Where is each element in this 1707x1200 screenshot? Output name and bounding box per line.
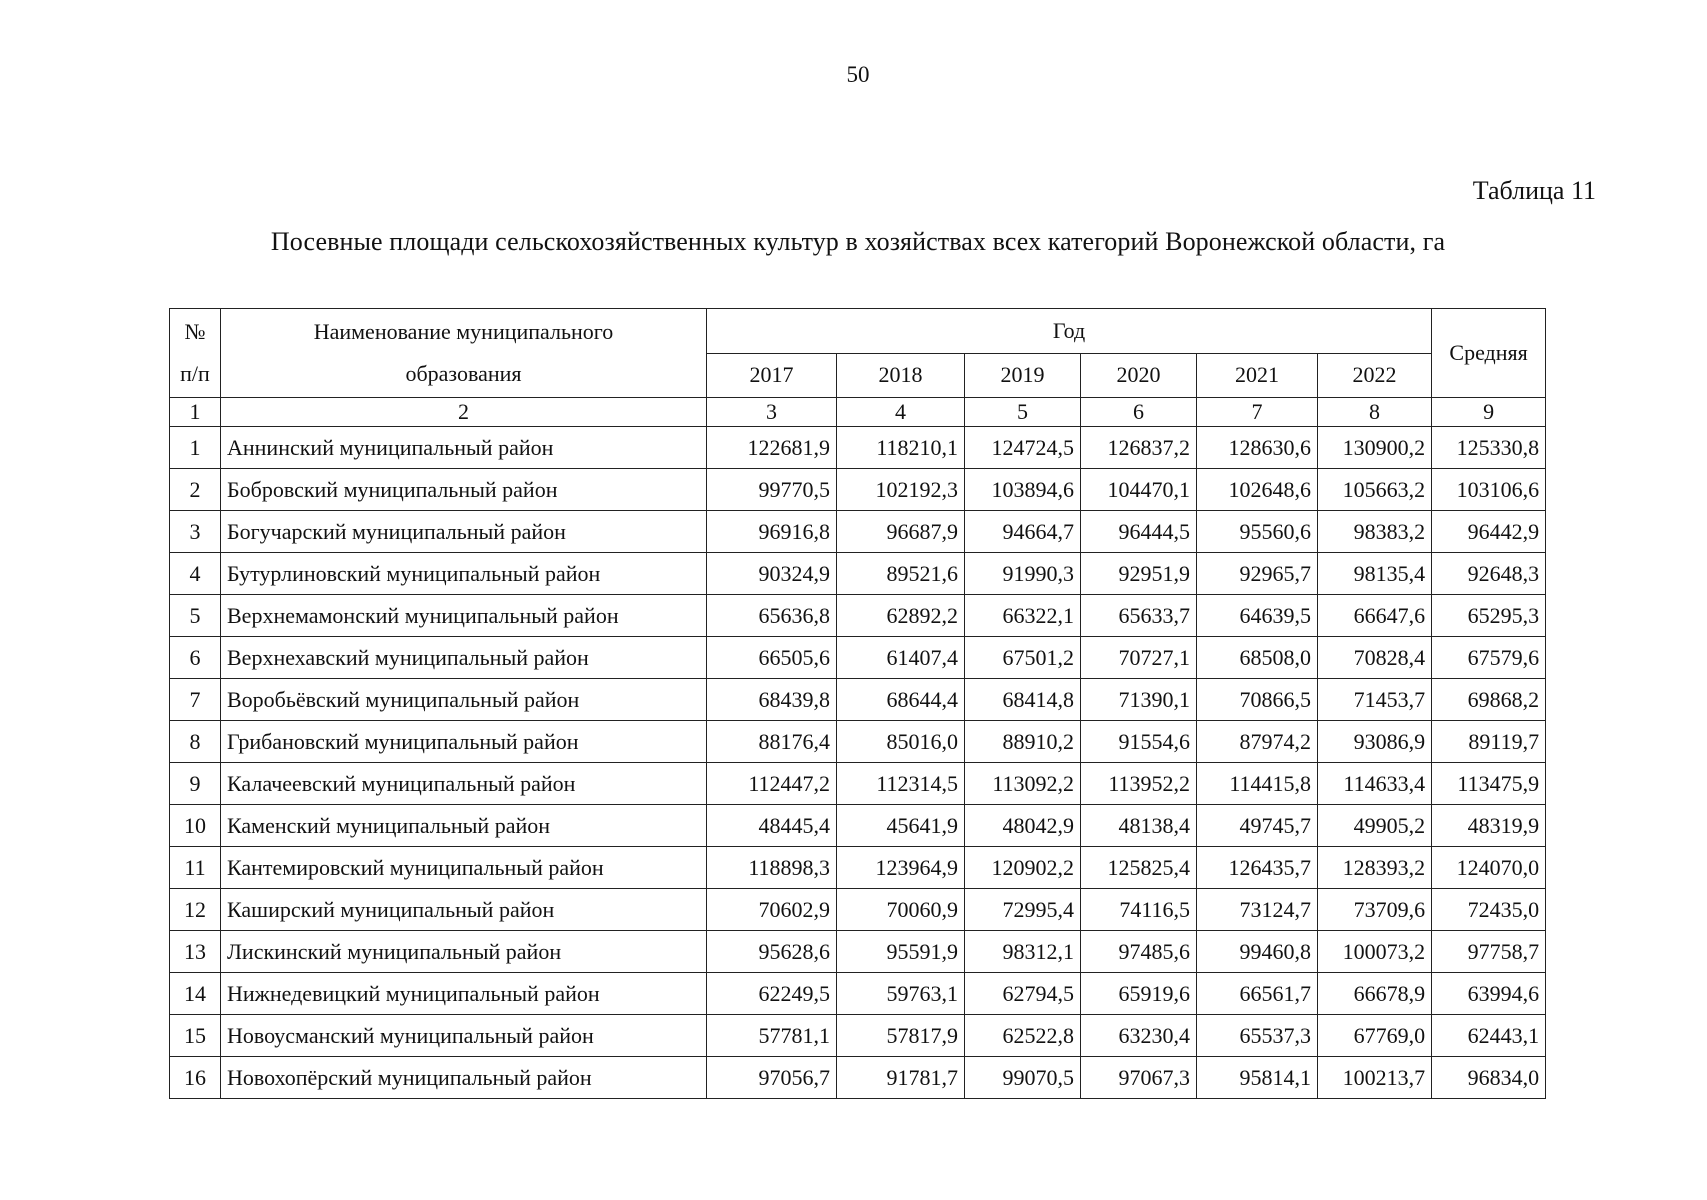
area-value: 88910,2 <box>965 721 1081 763</box>
area-value: 93086,9 <box>1318 721 1432 763</box>
header-year-2019: 2019 <box>965 353 1081 398</box>
row-number: 2 <box>170 469 221 511</box>
column-number: 4 <box>837 398 965 427</box>
area-value: 99460,8 <box>1197 931 1318 973</box>
area-value: 49905,2 <box>1318 805 1432 847</box>
area-value: 96687,9 <box>837 511 965 553</box>
header-year-2022: 2022 <box>1318 353 1432 398</box>
average-value: 62443,1 <box>1432 1015 1546 1057</box>
area-value: 66322,1 <box>965 595 1081 637</box>
row-number: 6 <box>170 637 221 679</box>
table-row <box>170 1015 1546 1057</box>
area-value: 88176,4 <box>707 721 837 763</box>
area-value: 97056,7 <box>707 1057 837 1099</box>
municipality-name: Лискинский муниципальный район <box>221 931 707 973</box>
area-value: 118898,3 <box>707 847 837 889</box>
table-row <box>170 847 1546 889</box>
area-value: 45641,9 <box>837 805 965 847</box>
table-label: Таблица 11 <box>1472 176 1596 205</box>
municipality-name: Калачеевский муниципальный район <box>221 763 707 805</box>
area-value: 114415,8 <box>1197 763 1318 805</box>
average-value: 69868,2 <box>1432 679 1546 721</box>
area-value: 64639,5 <box>1197 595 1318 637</box>
area-value: 97485,6 <box>1081 931 1197 973</box>
municipality-name: Каменский муниципальный район <box>221 805 707 847</box>
table-row <box>170 805 1546 847</box>
municipality-name: Бобровский муниципальный район <box>221 469 707 511</box>
municipality-name: Аннинский муниципальный район <box>221 427 707 469</box>
area-value: 98383,2 <box>1318 511 1432 553</box>
area-value: 128393,2 <box>1318 847 1432 889</box>
row-number: 1 <box>170 427 221 469</box>
area-value: 99070,5 <box>965 1057 1081 1099</box>
area-value: 112447,2 <box>707 763 837 805</box>
row-number: 15 <box>170 1015 221 1057</box>
area-value: 103894,6 <box>965 469 1081 511</box>
area-value: 100073,2 <box>1318 931 1432 973</box>
area-value: 70828,4 <box>1318 637 1432 679</box>
header-number-line2: п/п <box>180 361 210 386</box>
area-value: 68644,4 <box>837 679 965 721</box>
document-title: Посевные площади сельскохозяйственных культур в хозяйствах всех категорий Воронежской области, га <box>270 227 1446 256</box>
area-value: 48138,4 <box>1081 805 1197 847</box>
area-value: 67769,0 <box>1318 1015 1432 1057</box>
column-number: 6 <box>1081 398 1197 427</box>
row-number: 8 <box>170 721 221 763</box>
area-value: 65633,7 <box>1081 595 1197 637</box>
area-value: 89521,6 <box>837 553 965 595</box>
header-year-2020: 2020 <box>1081 353 1197 398</box>
table-row <box>170 721 1546 763</box>
average-value: 65295,3 <box>1432 595 1546 637</box>
area-value: 95628,6 <box>707 931 837 973</box>
sown-area-table <box>169 308 1546 1099</box>
row-number: 16 <box>170 1057 221 1099</box>
municipality-name: Кантемировский муниципальный район <box>221 847 707 889</box>
average-value: 97758,7 <box>1432 931 1546 973</box>
header-municipality-line2: образования <box>405 361 522 386</box>
header-number-line1: № <box>184 319 206 344</box>
average-value: 72435,0 <box>1432 889 1546 931</box>
row-number: 7 <box>170 679 221 721</box>
area-value: 92965,7 <box>1197 553 1318 595</box>
area-value: 70727,1 <box>1081 637 1197 679</box>
area-value: 62892,2 <box>837 595 965 637</box>
row-number: 13 <box>170 931 221 973</box>
area-value: 102192,3 <box>837 469 965 511</box>
municipality-name: Верхнехавский муниципальный район <box>221 637 707 679</box>
column-number: 2 <box>221 398 707 427</box>
area-value: 95591,9 <box>837 931 965 973</box>
area-value: 68439,8 <box>707 679 837 721</box>
area-value: 65636,8 <box>707 595 837 637</box>
area-value: 73124,7 <box>1197 889 1318 931</box>
row-number: 10 <box>170 805 221 847</box>
column-number: 9 <box>1432 398 1546 427</box>
area-value: 74116,5 <box>1081 889 1197 931</box>
municipality-name: Бутурлиновский муниципальный район <box>221 553 707 595</box>
area-value: 71453,7 <box>1318 679 1432 721</box>
area-value: 48042,9 <box>965 805 1081 847</box>
area-value: 57781,1 <box>707 1015 837 1057</box>
area-value: 105663,2 <box>1318 469 1432 511</box>
area-value: 114633,4 <box>1318 763 1432 805</box>
row-number: 11 <box>170 847 221 889</box>
area-value: 70060,9 <box>837 889 965 931</box>
average-value: 63994,6 <box>1432 973 1546 1015</box>
municipality-name: Грибановский муниципальный район <box>221 721 707 763</box>
area-value: 66505,6 <box>707 637 837 679</box>
table-row <box>170 763 1546 805</box>
area-value: 104470,1 <box>1081 469 1197 511</box>
area-value: 85016,0 <box>837 721 965 763</box>
area-value: 118210,1 <box>837 427 965 469</box>
row-number: 12 <box>170 889 221 931</box>
row-number: 4 <box>170 553 221 595</box>
column-number: 8 <box>1318 398 1432 427</box>
column-number-row <box>170 398 1546 427</box>
header-year-2018: 2018 <box>837 353 965 398</box>
municipality-name: Новоусманский муниципальный район <box>221 1015 707 1057</box>
area-value: 112314,5 <box>837 763 965 805</box>
average-value: 96442,9 <box>1432 511 1546 553</box>
area-value: 102648,6 <box>1197 469 1318 511</box>
area-value: 90324,9 <box>707 553 837 595</box>
municipality-name: Верхнемамонский муниципальный район <box>221 595 707 637</box>
area-value: 130900,2 <box>1318 427 1432 469</box>
header-number <box>170 309 221 398</box>
municipality-name: Нижнедевицкий муниципальный район <box>221 973 707 1015</box>
header-year-2017: 2017 <box>707 353 837 398</box>
area-value: 120902,2 <box>965 847 1081 889</box>
header-municipality <box>221 309 707 398</box>
area-value: 126837,2 <box>1081 427 1197 469</box>
average-value: 125330,8 <box>1432 427 1546 469</box>
header-year-2021: 2021 <box>1197 353 1318 398</box>
table-body <box>170 427 1546 1099</box>
row-number: 9 <box>170 763 221 805</box>
average-value: 89119,7 <box>1432 721 1546 763</box>
area-value: 91781,7 <box>837 1057 965 1099</box>
municipality-name: Воробьёвский муниципальный район <box>221 679 707 721</box>
area-value: 96444,5 <box>1081 511 1197 553</box>
row-number: 5 <box>170 595 221 637</box>
average-value: 96834,0 <box>1432 1057 1546 1099</box>
table-row <box>170 469 1546 511</box>
area-value: 65537,3 <box>1197 1015 1318 1057</box>
table-row <box>170 931 1546 973</box>
area-value: 71390,1 <box>1081 679 1197 721</box>
area-value: 65919,6 <box>1081 973 1197 1015</box>
area-value: 100213,7 <box>1318 1057 1432 1099</box>
area-value: 73709,6 <box>1318 889 1432 931</box>
area-value: 95814,1 <box>1197 1057 1318 1099</box>
area-value: 61407,4 <box>837 637 965 679</box>
table-row <box>170 511 1546 553</box>
area-value: 49745,7 <box>1197 805 1318 847</box>
area-value: 59763,1 <box>837 973 965 1015</box>
area-value: 99770,5 <box>707 469 837 511</box>
table-row <box>170 973 1546 1015</box>
area-value: 125825,4 <box>1081 847 1197 889</box>
table-row <box>170 637 1546 679</box>
column-number: 1 <box>170 398 221 427</box>
municipality-name: Новохопёрский муниципальный район <box>221 1057 707 1099</box>
area-value: 122681,9 <box>707 427 837 469</box>
area-value: 95560,6 <box>1197 511 1318 553</box>
area-value: 63230,4 <box>1081 1015 1197 1057</box>
table-row <box>170 595 1546 637</box>
area-value: 70866,5 <box>1197 679 1318 721</box>
column-number: 5 <box>965 398 1081 427</box>
municipality-name: Богучарский муниципальный район <box>221 511 707 553</box>
area-value: 92951,9 <box>1081 553 1197 595</box>
area-value: 98135,4 <box>1318 553 1432 595</box>
area-value: 126435,7 <box>1197 847 1318 889</box>
area-value: 62794,5 <box>965 973 1081 1015</box>
area-value: 96916,8 <box>707 511 837 553</box>
area-value: 97067,3 <box>1081 1057 1197 1099</box>
header-average: Средняя <box>1432 309 1546 398</box>
row-number: 14 <box>170 973 221 1015</box>
table-row <box>170 679 1546 721</box>
area-value: 123964,9 <box>837 847 965 889</box>
header-year-group: Год <box>707 309 1432 354</box>
area-value: 72995,4 <box>965 889 1081 931</box>
average-value: 67579,6 <box>1432 637 1546 679</box>
area-value: 91554,6 <box>1081 721 1197 763</box>
area-value: 66678,9 <box>1318 973 1432 1015</box>
area-value: 91990,3 <box>965 553 1081 595</box>
area-value: 70602,9 <box>707 889 837 931</box>
page-number: 50 <box>846 62 870 87</box>
municipality-name: Каширский муниципальный район <box>221 889 707 931</box>
area-value: 94664,7 <box>965 511 1081 553</box>
area-value: 124724,5 <box>965 427 1081 469</box>
area-value: 66561,7 <box>1197 973 1318 1015</box>
average-value: 113475,9 <box>1432 763 1546 805</box>
area-value: 68508,0 <box>1197 637 1318 679</box>
column-number: 3 <box>707 398 837 427</box>
average-value: 48319,9 <box>1432 805 1546 847</box>
average-value: 92648,3 <box>1432 553 1546 595</box>
area-value: 68414,8 <box>965 679 1081 721</box>
table-row <box>170 889 1546 931</box>
area-value: 113092,2 <box>965 763 1081 805</box>
area-value: 67501,2 <box>965 637 1081 679</box>
header-municipality-line1: Наименование муниципального <box>313 319 614 344</box>
row-number: 3 <box>170 511 221 553</box>
area-value: 66647,6 <box>1318 595 1432 637</box>
area-value: 87974,2 <box>1197 721 1318 763</box>
average-value: 103106,6 <box>1432 469 1546 511</box>
area-value: 62522,8 <box>965 1015 1081 1057</box>
area-value: 113952,2 <box>1081 763 1197 805</box>
table-row <box>170 1057 1546 1099</box>
area-value: 128630,6 <box>1197 427 1318 469</box>
area-value: 62249,5 <box>707 973 837 1015</box>
area-value: 98312,1 <box>965 931 1081 973</box>
column-number: 7 <box>1197 398 1318 427</box>
area-value: 48445,4 <box>707 805 837 847</box>
table-row <box>170 553 1546 595</box>
average-value: 124070,0 <box>1432 847 1546 889</box>
area-value: 57817,9 <box>837 1015 965 1057</box>
table-row <box>170 427 1546 469</box>
